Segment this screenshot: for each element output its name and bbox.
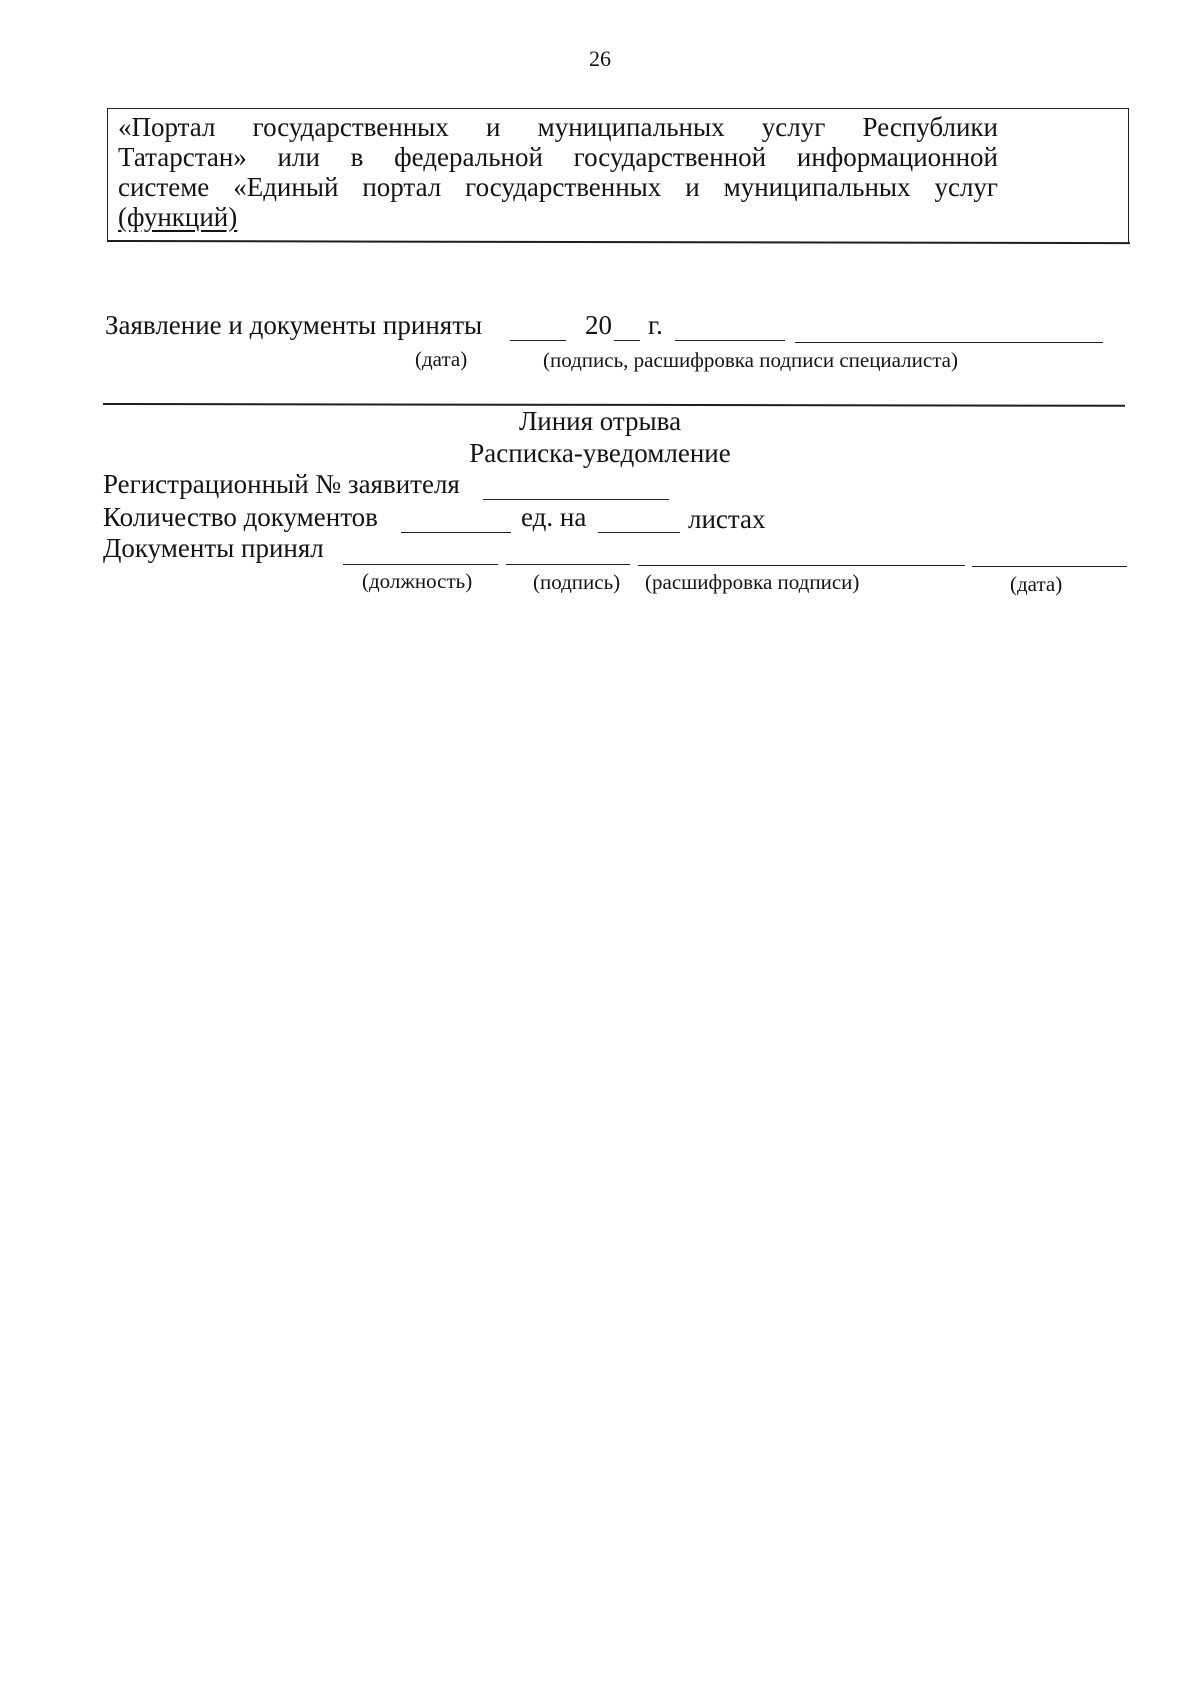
acceptance-year-prefix: 20 xyxy=(585,310,612,340)
date-line xyxy=(972,566,1127,567)
position-line xyxy=(343,564,498,565)
decoding-line xyxy=(638,565,965,566)
box-line-2: Татарстан» или в федеральной государственной информационной xyxy=(118,142,998,172)
acceptance-caption-date: (дата) xyxy=(415,347,468,371)
registration-line xyxy=(483,499,669,500)
acceptance-day-line xyxy=(510,340,566,341)
caption-position: (должность) xyxy=(362,569,473,593)
acceptance-year-line xyxy=(614,340,640,341)
text-box-content xyxy=(118,112,998,232)
sheets-count-line xyxy=(598,532,680,533)
caption-date: (дата) xyxy=(1010,572,1063,596)
accepted-label: Документы принял xyxy=(103,533,324,563)
acceptance-caption-signature: (подпись, расшифровка подписи специалиста) xyxy=(543,348,958,372)
tear-line-label: Линия отрыва xyxy=(518,406,682,436)
count-units: ед. на xyxy=(521,502,587,532)
acceptance-label: Заявление и документы приняты xyxy=(105,310,483,340)
registration-label: Регистрационный № заявителя xyxy=(103,469,460,499)
box-line-4 xyxy=(118,202,998,232)
count-line xyxy=(401,532,511,533)
caption-signature: (подпись) xyxy=(533,570,621,594)
page-number: 26 xyxy=(589,46,611,71)
box-line-1: «Портал государственных и муниципальных услуг Республики xyxy=(118,112,998,142)
signature-line xyxy=(506,564,630,565)
count-label: Количество документов xyxy=(103,502,378,532)
box-line-4-text: (функций) xyxy=(118,202,238,232)
caption-decoding: (расшифровка подписи) xyxy=(645,570,860,594)
acceptance-year-suffix: г. xyxy=(648,310,663,340)
receipt-title: Расписка-уведомление xyxy=(469,438,731,468)
acceptance-signature-line xyxy=(795,342,1103,343)
box-line-3: системе «Единый портал государственных и муниципальных услуг xyxy=(118,172,998,202)
sheets-label: листах xyxy=(688,504,766,534)
acceptance-date-line xyxy=(675,340,785,341)
